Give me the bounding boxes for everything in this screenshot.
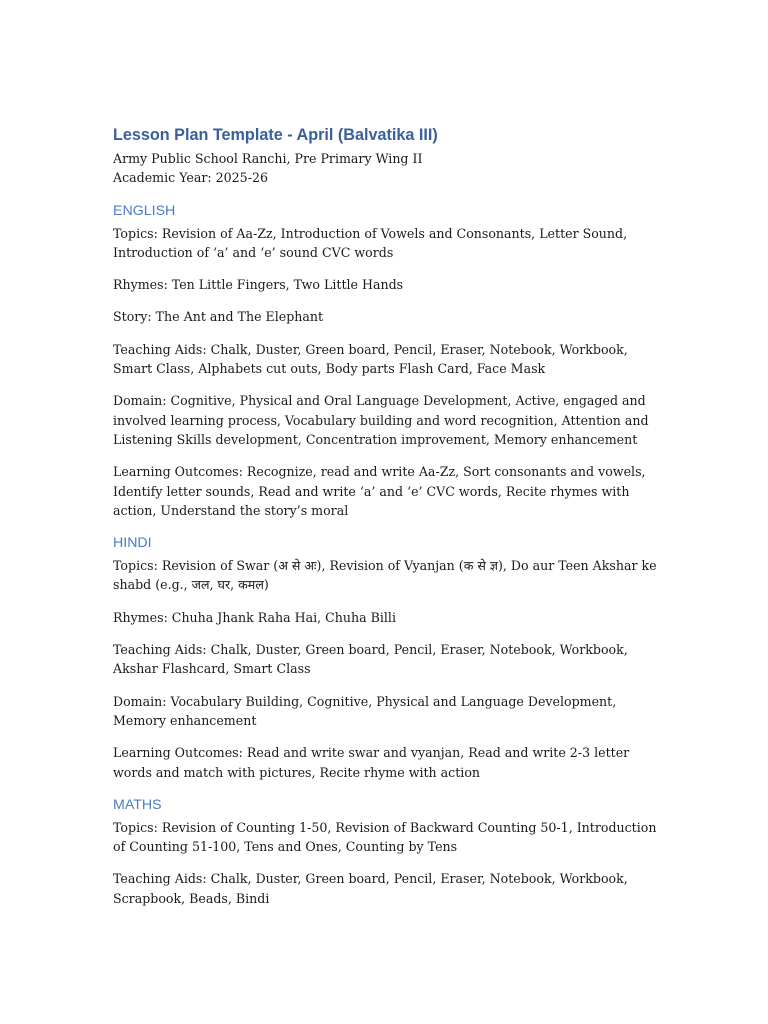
maths-heading: MATHS (113, 796, 162, 813)
maths-teaching-aids: Teaching Aids: Chalk, Duster, Green board, Pencil, Eraser, Notebook, Workbook, Scrapbook, Beads, Bindi (113, 871, 628, 906)
english-heading: ENGLISH (113, 202, 176, 219)
hindi-heading: HINDI (113, 535, 152, 552)
english-rhymes: Rhymes: Ten Little Fingers, Two Little Hands (113, 277, 404, 293)
english-story: Story: The Ant and The Elephant (113, 309, 324, 325)
academic-year: Academic Year: 2025-26 (113, 170, 268, 186)
document-page (113, 124, 658, 908)
hindi-learning-outcomes: Learning Outcomes: Read and write swar and vyanjan, Read and write 2-3 letter words and match with pictures, Recite rhyme with action (113, 745, 630, 780)
document-title: Lesson Plan Template - April (Balvatika III) (113, 126, 438, 144)
hindi-rhymes: Rhymes: Chuha Jhank Raha Hai, Chuha Billi (113, 609, 396, 625)
english-topics: Topics: Revision of Aa-Zz, Introduction of Vowels and Consonants, Letter Sound, Introduction of ‘a’ and ‘e’ sound CVC words (113, 225, 628, 260)
english-learning-outcomes: Learning Outcomes: Recognize, read and write Aa-Zz, Sort consonants and vowels, Identify letter sounds, Read and write ‘a’ and ‘e’ CVC words, Recite rhymes with action, Understand the story’s moral (113, 464, 646, 518)
english-domain: Domain: Cognitive, Physical and Oral Language Development, Active, engaged and involved learning process, Vocabulary building and word recognition, Attention and Listening Skills development, Concentration improvement, Memory enhancement (113, 393, 649, 447)
school-name: Army Public School Ranchi, Pre Primary Wing II (113, 151, 423, 166)
hindi-domain: Domain: Vocabulary Building, Cognitive, Physical and Language Development, Memory enhancement (113, 693, 617, 728)
hindi-section (113, 534, 658, 782)
maths-section (113, 796, 658, 908)
english-teaching-aids: Teaching Aids: Chalk, Duster, Green board, Pencil, Eraser, Notebook, Workbook, Smart Class, Alphabets cut outs, Body parts Flash Card, Face Mask (113, 341, 628, 377)
hindi-teaching-aids: Teaching Aids: Chalk, Duster, Green board, Pencil, Eraser, Notebook, Workbook, Akshar Flashcard, Smart Class (113, 642, 628, 677)
english-section (113, 202, 658, 521)
maths-topics: Topics: Revision of Counting 1-50, Revision of Backward Counting 50-1, Introduction of Counting 51-100, Tens and Ones, Counting by Tens (113, 819, 657, 855)
hindi-topics: Topics: Revision of Swar (अ से अः), Revision of Vyanjan (क से ज्ञ), Do aur Teen Akshar ke shabd (e.g., जल, घर, कमल) (113, 558, 657, 593)
